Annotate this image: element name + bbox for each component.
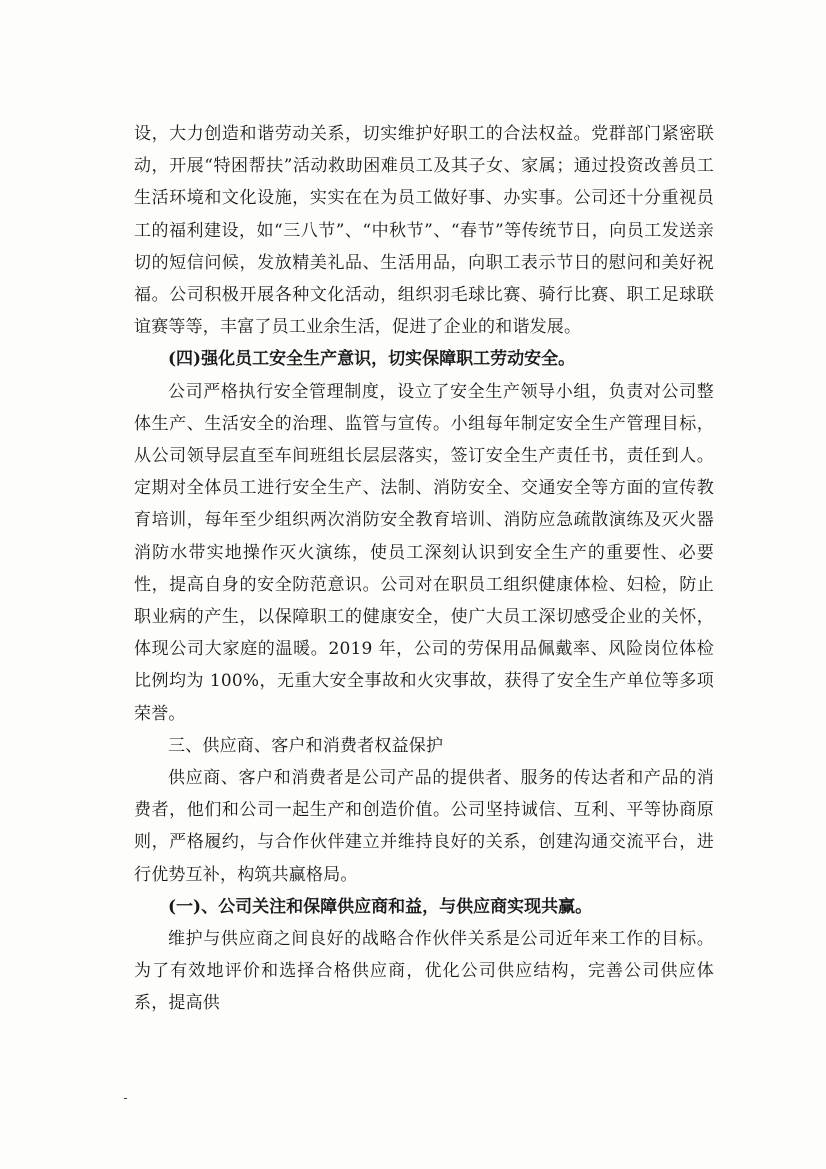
scan-mark	[124, 1098, 127, 1099]
paragraph-stakeholders: 供应商、客户和消费者是公司产品的提供者、服务的传达者和产品的消费者，他们和公司一起生产和创造价值。公司坚持诚信、互利、平等协商原则，严格履约，与合作伙伴建立并维持良好的关系，创建沟通交流平台，进行优势互补，构筑共赢格局。	[134, 768, 714, 885]
paragraph-safety-management: 公司严格执行安全管理制度，设立了安全生产领导小组，负责对公司整体生产、生活安全的治理、监管与宣传。小组每年制定安全生产管理目标，从公司领导层直至车间班组长层层落实，签订安全生产责任书，责任到人。定期对全体员工进行安全生产、法制、消防安全、交通安全等方面的宣传教育培训，每年至少组织两次消防安全教育培训、消防应急疏散演练及灭火器消防水带实地操作灭火演练，使员工深刻认识到安全生产的重要性、必要性，提高自身的安全防范意识。公司对在职员工组织健康体检、妇检，防止职业病的产生，以保障职工的健康安全，使广大员工深切感受企业的关怀，体现公司大家庭的温暖。2019 年，公司的劳保用品佩戴率、风险岗位体检比例均为 100%，无重大安全事故和火灾事故，获得了安全生产单位等多项荣誉。	[134, 381, 714, 724]
section-title-stakeholder-rights: 三、供应商、客户和消费者权益保护	[168, 735, 444, 756]
heading-supplier-rights: (一)、公司关注和保障供应商和益，与供应商实现共赢。	[168, 896, 593, 917]
document-body	[134, 118, 714, 1020]
paragraph-employee-welfare: 设，大力创造和谐劳动关系，切实维护好职工的合法权益。党群部门紧密联动，开展“特困帮扶”活动救助困难员工及其子女、家属；通过投资改善员工生活环境和文化设施，实实在在为员工做好事、办实事。公司还十分重视员工的福利建设，如“三八节”、“中秋节”、“春节”等传统节日，向员工发送亲切的短信问候，发放精美礼品、生活用品，向职工表示节日的慰问和美好祝福。公司积极开展各种文化活动，组织羽毛球比赛、骑行比赛、职工足球联谊赛等等，丰富了员工业余生活，促进了企业的和谐发展。	[134, 124, 714, 338]
paragraph-supplier-relations: 维护与供应商之间良好的战略合作伙伴关系是公司近年来工作的目标。为了有效地评价和选择合格供应商，优化公司供应结构，完善公司供应体系，提高供	[134, 929, 714, 1014]
heading-safety-awareness: (四)强化员工安全生产意识，切实保障职工劳动安全。	[168, 349, 576, 370]
